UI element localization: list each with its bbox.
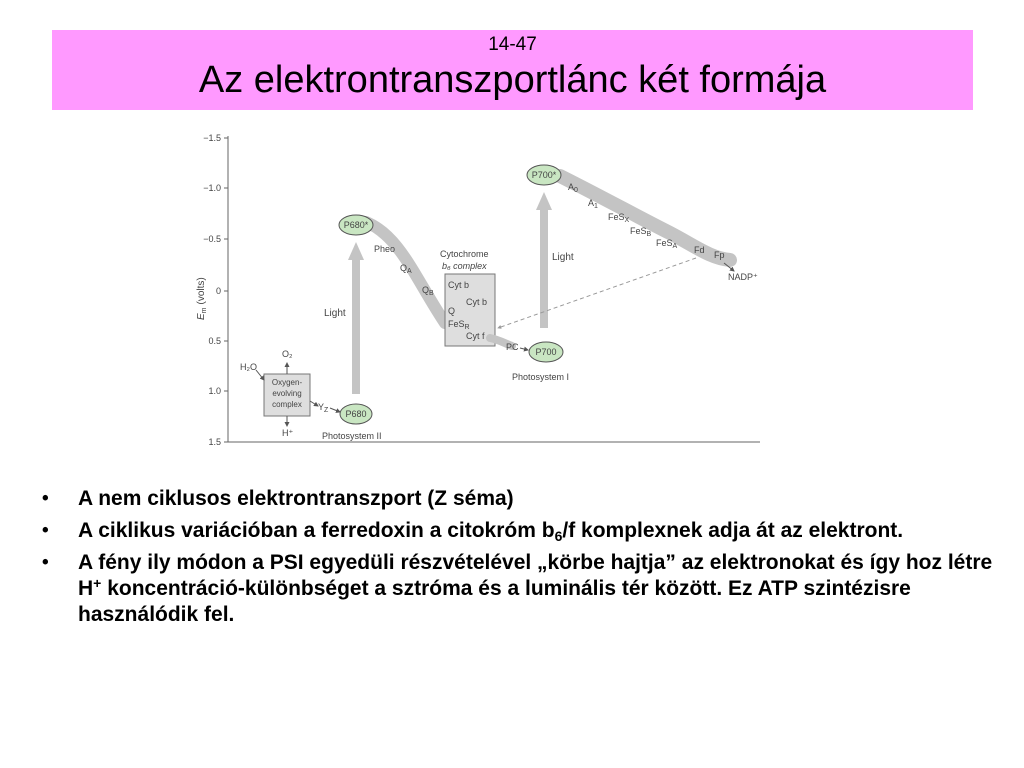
fesa-label: FeS$_A$ bbox=[656, 238, 678, 250]
slide-title: Az elektrontranszportlánc két formája bbox=[198, 59, 827, 101]
bullet-subscript: 6 bbox=[554, 528, 563, 544]
bullet-item bbox=[40, 550, 1010, 628]
qa-label: $Q_A$ bbox=[400, 263, 412, 275]
y-tick-label: −0.5 bbox=[203, 234, 221, 244]
p700-label: P700 bbox=[535, 347, 557, 357]
bullet-text: A nem ciklusos elektrontranszport (Z séma) bbox=[78, 487, 514, 510]
slide-number: 14-47 bbox=[488, 34, 537, 55]
bullet-list bbox=[40, 486, 1010, 634]
h2o-arrow bbox=[256, 370, 264, 380]
oec-to-yz-arrow bbox=[310, 401, 318, 406]
cyt-b-right-label: Cyt b bbox=[466, 297, 488, 307]
light-arrow-ps2 bbox=[348, 242, 364, 394]
light-arrow-ps1 bbox=[536, 192, 552, 328]
y-tick-label: 0.5 bbox=[208, 336, 221, 346]
bullet-text: A fény ily módon a PSI egyedüli részvételével „körbe hajtja” az elektronokat és így hoz létre H bbox=[78, 551, 993, 600]
yz-to-p680-arrow bbox=[330, 408, 340, 412]
y-tick-label: 1.5 bbox=[208, 437, 221, 447]
fd-label: Fd bbox=[694, 245, 705, 255]
light-label-ps2: Light bbox=[324, 308, 346, 319]
bullet-dot: • bbox=[42, 552, 49, 573]
y-tick-label: 0 bbox=[215, 286, 221, 296]
bullet-dot: • bbox=[42, 520, 49, 541]
bullet-item bbox=[40, 486, 1010, 512]
bullet-text: A ciklikus variációban a ferredoxin a citokróm b bbox=[78, 519, 555, 542]
o2-label: O₂ bbox=[282, 349, 293, 359]
y-axis-label: $E_m(volts)$ bbox=[196, 277, 208, 320]
bullet-dot: • bbox=[42, 488, 49, 509]
cytochrome-title-line2: b₆ complex bbox=[442, 261, 487, 271]
cyclic-return-arrow bbox=[498, 258, 696, 328]
z-scheme-svg bbox=[190, 118, 810, 460]
bullet-superscript: + bbox=[93, 575, 102, 591]
cytochrome-title-line1: Cytochrome bbox=[440, 249, 489, 259]
pc-to-p700-arrow bbox=[520, 348, 528, 350]
fesr-label: FeS$_R$ bbox=[448, 319, 470, 331]
fesb-label: FeS$_B$ bbox=[630, 226, 652, 238]
y-ticks bbox=[224, 138, 228, 442]
yz-label: $Y_Z$ bbox=[318, 402, 329, 414]
photosystem-i-label: Photosystem I bbox=[512, 372, 570, 382]
bullet-item bbox=[40, 518, 1010, 544]
oec-label-line2: evolving bbox=[272, 389, 302, 398]
p680-label: P680 bbox=[345, 409, 367, 419]
oec-label-line3: complex bbox=[272, 400, 302, 409]
cyt-b-left-label: Cyt b bbox=[448, 280, 470, 290]
p700-excited-label: P700* bbox=[531, 170, 557, 180]
qb-label: $Q_B$ bbox=[422, 285, 434, 297]
cyt-f-label: Cyt f bbox=[466, 331, 485, 341]
y-tick-label: −1.0 bbox=[203, 183, 221, 193]
y-tick-label: −1.5 bbox=[203, 133, 221, 143]
pc-label: PC bbox=[506, 342, 519, 352]
light-label-ps1: Light bbox=[552, 252, 574, 263]
oec-label-line1: Oxygen- bbox=[271, 378, 303, 387]
title-bar bbox=[52, 30, 973, 110]
bullet-text: /f komplexnek adja át az elektront. bbox=[562, 519, 904, 542]
fesx-label: FeS$_X$ bbox=[608, 212, 630, 224]
pheo-label: Pheo bbox=[374, 244, 396, 254]
a1-label: $A_1$ bbox=[588, 198, 598, 210]
z-scheme-diagram bbox=[190, 118, 810, 460]
fp-label: Fp bbox=[714, 250, 725, 260]
p680-excited-label: P680* bbox=[343, 220, 369, 230]
h2o-label: H₂O bbox=[240, 362, 257, 372]
q-label: Q bbox=[448, 306, 456, 316]
a0-label: $A_0$ bbox=[568, 182, 578, 194]
hplus-label: H⁺ bbox=[282, 428, 294, 438]
nadp-label: NADP⁺ bbox=[728, 272, 758, 282]
y-tick-label: 1.0 bbox=[208, 386, 221, 396]
photosystem-ii-label: Photosystem II bbox=[322, 431, 382, 441]
bullet-text: koncentráció-különbséget a sztróma és a luminális tér között. Ez ATP szintézisre használódik fel. bbox=[78, 577, 911, 626]
